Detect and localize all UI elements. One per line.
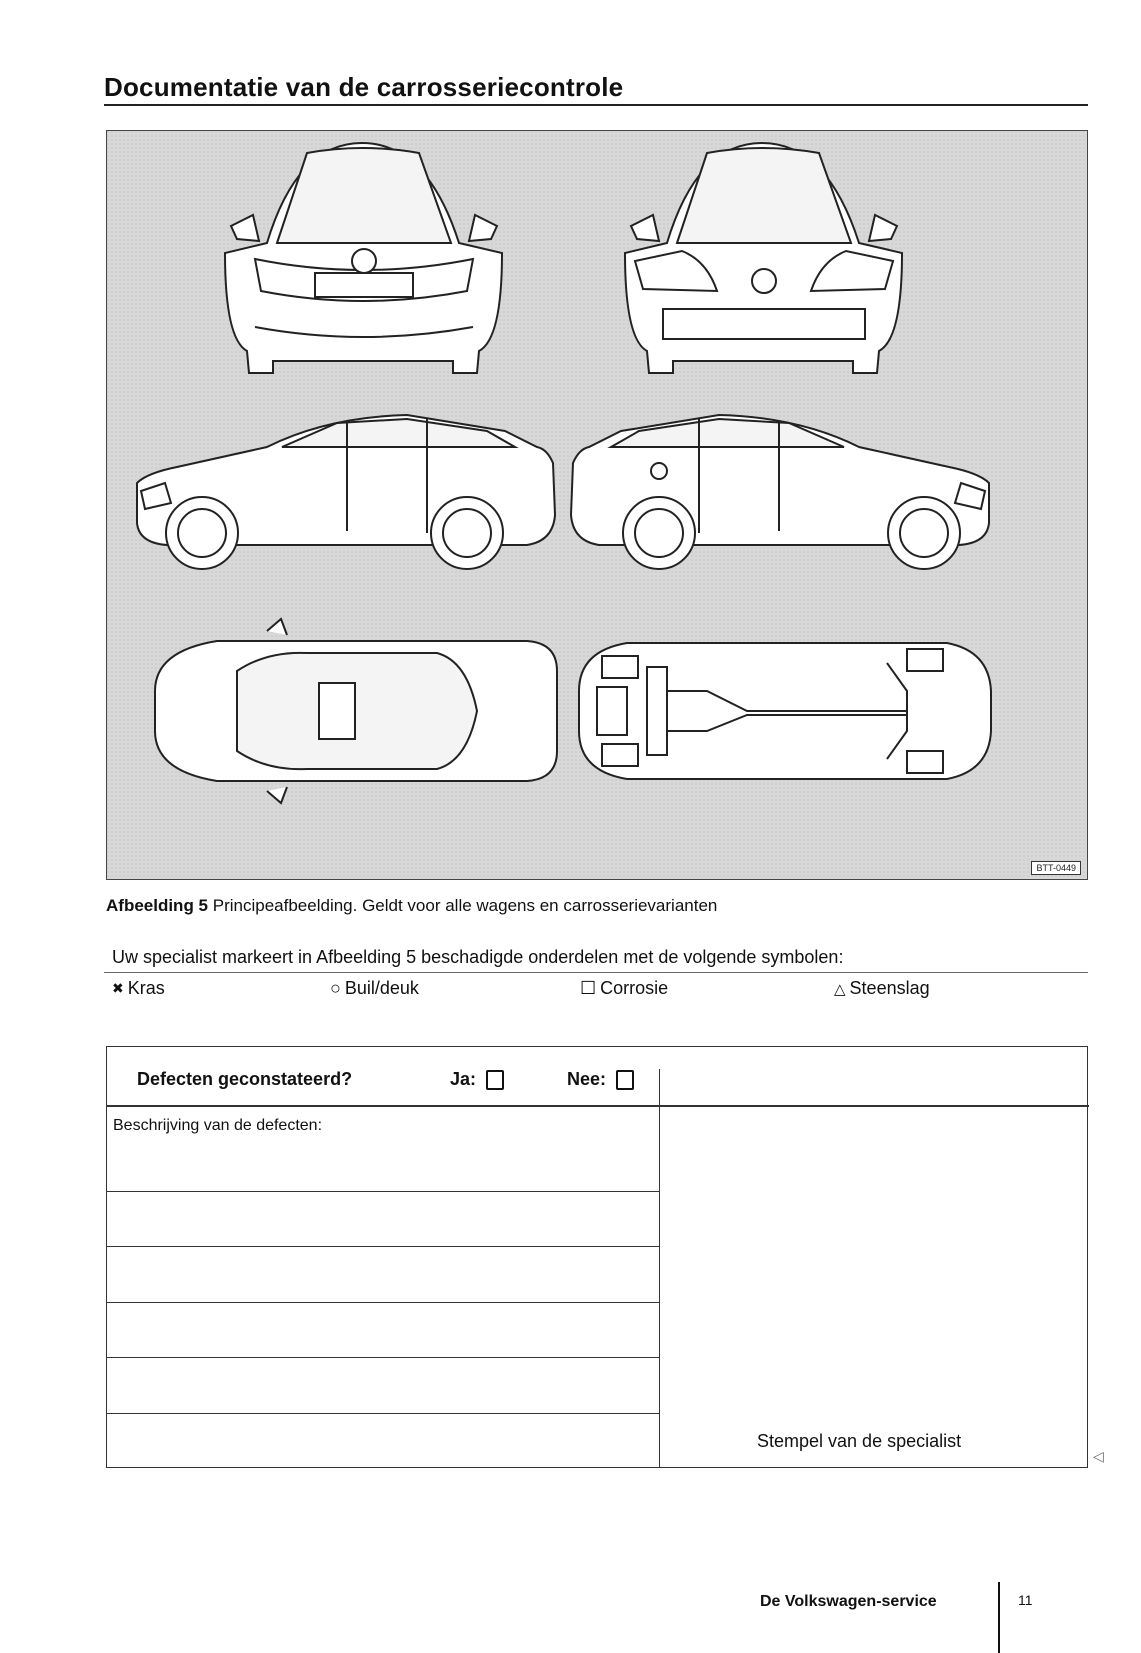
legend-item-steenslag [834,978,930,999]
circle-icon: ○ [330,978,341,998]
no-label: Nee: [567,1069,607,1089]
description-line [107,1302,659,1303]
column-divider [659,1069,660,1467]
no-option [567,1069,634,1090]
description-line [107,1191,659,1192]
footer-divider [998,1582,1000,1653]
page-number: 11 [1018,1592,1033,1608]
stamp-label: Stempel van de specialist [757,1431,962,1451]
caption-text: Principeafbeelding. Geldt voor alle wagens en carrosserievarianten [212,896,718,915]
legend-item-corrosie [580,978,668,999]
defects-question: Defecten geconstateerd? [137,1069,353,1089]
figure-caption [106,896,717,916]
legend-item-builduek [330,978,419,999]
legend-label: Corrosie [600,978,669,998]
yes-label: Ja: [450,1069,477,1089]
legend-label: Steenslag [849,978,930,998]
description-line [107,1413,659,1414]
underbody-view [579,643,991,779]
description-line [107,1357,659,1358]
figure-code: BTT-0449 [1031,861,1081,875]
title-rule [104,104,1088,106]
footer-brand: De Volkswagen-service [760,1593,937,1610]
triangle-icon: △ [834,980,846,998]
no-checkbox[interactable] [616,1070,634,1090]
form-header [107,1047,1089,1107]
legend-rule [104,972,1088,973]
legend-label: Buil/deuk [344,978,419,998]
legend-instruction: Uw specialist markeert in Afbeelding 5 beschadigde onderdelen met de volgende symbolen: [112,947,844,967]
yes-checkbox[interactable] [486,1070,504,1090]
car-diagram-figure [106,130,1088,880]
description-line [107,1246,659,1247]
car-diagram-svg [107,131,1088,880]
description-label: Beschrijving van de defecten: [113,1117,323,1134]
square-icon: ☐ [580,978,597,998]
defects-form [106,1046,1088,1468]
legend-item-kras [112,978,165,999]
legend-label: Kras [127,978,165,998]
caption-label: Afbeelding 5 [106,896,209,915]
cross-icon: ✖ [112,980,124,996]
yes-option [450,1069,504,1090]
page-title: Documentatie van de carrosseriecontrole [104,72,624,102]
top-view [155,619,557,803]
side-marker-icon: ◁ [1093,1448,1104,1464]
